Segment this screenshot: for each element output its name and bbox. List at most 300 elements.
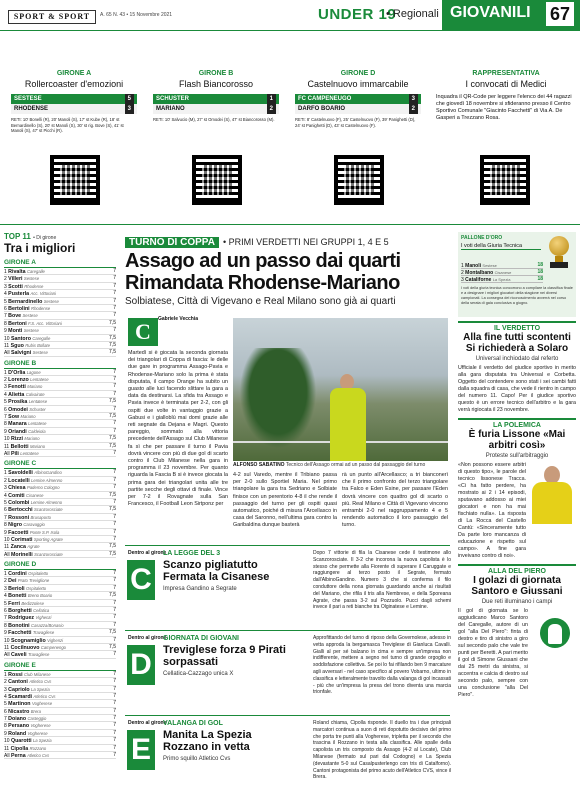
story-text: Roland chiama, Cipolla risponde. Il duello tra i due principali marcatori continua a suon di reti dopotutto decisivo del primo che porta tre punti alla Vogherese, tripletta per il secondo che trascina il Rozzano in testa alla classifica. Alle spalle della capolista un tris composto da Assago (4-2 al Locate), Club Milanese (fermato sul pari dal Codogno) e La Spezia (devastante 5-0 sul Casalpusterlengo con tris di Catalforno). Cantoni protagonista del primo acuto dell'Atletico CVS, vince il Brera. xyxy=(313,720,451,781)
column-title: I convocati di Medici xyxy=(465,79,547,89)
player-number: 2 xyxy=(4,276,7,283)
player-number: All xyxy=(4,652,10,659)
player-rating: 7 xyxy=(113,513,116,520)
player-team: Paderno Cologno xyxy=(26,485,60,491)
player-number: 3 xyxy=(4,485,7,492)
player-row xyxy=(4,600,116,607)
player-team: Scanzorosciate xyxy=(34,507,63,513)
player-team: Atletico Cvs xyxy=(27,753,50,759)
player-name: Cipolla xyxy=(10,745,29,752)
story-letter: E xyxy=(127,730,155,770)
player-team: Lentatese xyxy=(28,421,47,427)
player-row xyxy=(4,383,116,390)
player-team: Rhodense xyxy=(31,305,51,311)
player-row xyxy=(4,443,116,450)
del-piero-box xyxy=(458,564,576,699)
player-row xyxy=(4,693,116,700)
player-name: Cocilnuovo xyxy=(10,644,40,651)
player-rating: 7 xyxy=(113,449,116,456)
player-number: 8 xyxy=(4,421,7,428)
group-header: GIRONE C xyxy=(4,460,116,469)
player-number: 9 xyxy=(4,529,7,536)
player-name: Nigro xyxy=(8,522,23,529)
player-team: Travagliese xyxy=(27,652,50,658)
player-team: Casteggio xyxy=(27,716,47,722)
polemica-body: «Non possono essere arbitri di questo tipo», le parole del tecnico lissonese Tracca. «Ci ha fatto perdere, ha mostrato ai 2 i 14 episodi, sputavano addosso ai miei giocatori e non ha mai fischiato nulla». La risposta di La Rocca del Castello Cantù: «Sinceramente tutto Da parte loro mancanza di educazione e rispetto sul campo». A fine gara inveivano contro di noi». xyxy=(458,462,526,559)
player-row xyxy=(4,585,116,592)
pallone-row xyxy=(461,269,543,276)
player-rating: 7 xyxy=(113,275,116,282)
player-rating: 7 xyxy=(113,290,116,297)
caption-name: ALFONSO SABATINO xyxy=(233,462,285,468)
verdetto-title: Alla fine tutti scontenti Si richiederà a Solaro xyxy=(463,332,571,354)
player-number: 5 xyxy=(4,298,7,305)
player-rating: 7 xyxy=(113,670,116,677)
verdetto-sub: Universal inchiodato dal referto xyxy=(475,356,559,362)
player-name: Bonetti xyxy=(8,593,27,600)
player-row xyxy=(4,644,116,651)
player-icon xyxy=(534,614,576,666)
player-team: Bedizzolese xyxy=(21,600,44,606)
kicker-text: • PRIMI VERDETTI NEI GRUPPI 1, 4 E 5 xyxy=(222,237,389,247)
player-team: Rozzano xyxy=(29,745,47,751)
player-number: 7 xyxy=(4,313,7,320)
column-category: GIRONE A xyxy=(56,70,92,77)
player-team: Caregalle xyxy=(32,335,51,341)
player-name: Nicastro xyxy=(8,708,30,715)
player-name: Santoro xyxy=(10,335,31,342)
player-number: 7 xyxy=(4,414,7,421)
player-rating: 7,5 xyxy=(109,629,116,636)
photo-coach xyxy=(328,374,368,461)
player-rating: 7 xyxy=(113,570,116,577)
player-name: Manara xyxy=(8,421,27,428)
player-rating: 7 xyxy=(113,692,116,699)
player-row xyxy=(4,678,116,685)
player-team: Travagliese xyxy=(32,630,55,636)
player-name: Cataliforne xyxy=(465,277,492,283)
page-header xyxy=(0,0,580,32)
player-rating: 7 xyxy=(113,484,116,491)
player-number: 6 xyxy=(4,608,7,615)
player-number: 2 xyxy=(4,477,7,484)
player-number: 2 xyxy=(4,679,7,686)
region-label: • Regionali xyxy=(386,8,439,20)
story-label: Dentro al girone xyxy=(128,635,167,641)
page-number: 67 xyxy=(546,2,574,26)
player-name: Scotti xyxy=(8,283,23,290)
player-rating: 7,5 xyxy=(109,341,116,348)
player-number: 1 xyxy=(4,571,7,578)
player-number: 11 xyxy=(4,644,10,651)
player-number: 11 xyxy=(4,342,10,349)
player-number: 11 xyxy=(4,544,10,551)
player-name: Colombi xyxy=(8,499,30,506)
player-team: Cisanese xyxy=(26,492,44,498)
story-kicker: GIORNATA DI GIOVANI xyxy=(163,635,239,642)
rank: 1 xyxy=(461,263,464,269)
player-team: Mariano xyxy=(29,443,46,449)
player-rating: 7 xyxy=(113,521,116,528)
story-text: Approfittando del turno di riposo della Governolese, adesso in vetta approda la bergamasca Treviglese di Gianluca Cavalli. Gialli al per sé balzano in cima e sempre un'impresa non indifferente, mettere a segno nel turno di grande orgoglio e soddisfazione collettiva. Se poi lo fai rifilando ben 9 marcature agli avversari - nel caso specifico al povero Vobarno, ultimo in classifica e letteralmente travolto dalla valanga di gol incassati - più che un'impresa la presa del trono diventa una marcia trionfale. xyxy=(313,635,451,696)
polemica-sub: Proteste sull'arbitraggio xyxy=(485,453,549,459)
pallone-box xyxy=(458,232,576,317)
team-home: SCHUSTER xyxy=(156,96,190,102)
player-team: Campenengo xyxy=(40,644,66,650)
player-team: Sestese xyxy=(43,298,59,304)
del-piero-sub: Due reti illuminano i campi xyxy=(481,599,553,605)
polemica-kicker: LA POLEMICA xyxy=(493,422,541,429)
player-rating: 7 xyxy=(113,752,116,759)
player-number: 9 xyxy=(4,730,7,737)
player-row xyxy=(4,607,116,614)
goal-scorers: RETI: 10' Salvucio (M), 27' st Omodei (S), 47' st Biancorosso (M). xyxy=(153,117,275,122)
player-team: Lentatese xyxy=(28,399,48,405)
score-home: 1 xyxy=(267,94,276,104)
player-number: 4 xyxy=(4,291,7,298)
player-rating: 7 xyxy=(113,297,116,304)
player-rating: 7 xyxy=(113,268,116,274)
qr-code-icon[interactable] xyxy=(192,155,242,205)
player-rating: 7 xyxy=(113,376,116,383)
player-team: Breno Boario xyxy=(27,593,53,599)
header-divider xyxy=(0,30,580,31)
player-rating: 7 xyxy=(113,327,116,334)
player-team: Sestese xyxy=(23,276,40,282)
player-team: Casazza/Bonasio xyxy=(31,622,64,628)
player-team: La Spezia xyxy=(492,277,511,282)
player-rating: 7 xyxy=(113,599,116,606)
column-category: GIRONE D xyxy=(340,70,376,77)
scoreboard xyxy=(295,94,421,114)
player-number: 10 xyxy=(4,637,10,644)
player-team: Brera xyxy=(30,708,42,714)
del-piero-kicker: ALLA DEL PIERO xyxy=(488,568,546,575)
player-name: Facchetti xyxy=(8,630,32,637)
player-number: 2 xyxy=(4,578,7,585)
player-rating: 7 xyxy=(113,469,116,476)
player-row xyxy=(4,637,116,644)
player-number: 6 xyxy=(4,406,7,413)
column-title: Flash Biancorosso xyxy=(178,79,254,89)
story-girone-c xyxy=(125,545,450,627)
player-team: Mariano xyxy=(20,414,36,420)
player-number: 5 xyxy=(4,600,7,607)
player-name: Bellotti xyxy=(10,443,29,450)
player-team: Caregalle xyxy=(26,269,45,274)
player-row xyxy=(4,450,116,457)
player-name: Zanca xyxy=(10,544,26,551)
player-name: Rizzi xyxy=(10,436,24,443)
kicker-tag: TURNO DI COPPA xyxy=(125,237,219,248)
score-home: 5 xyxy=(125,94,134,104)
player-number: 6 xyxy=(4,507,7,514)
player-number: 9 xyxy=(4,428,7,435)
player-name: Pili xyxy=(10,450,19,457)
player-name: Prosika xyxy=(8,399,28,406)
verdetto-kicker: IL VERDETTO xyxy=(493,325,541,332)
referee-photo xyxy=(530,466,574,524)
player-rating: 7 xyxy=(113,420,116,427)
player-number: 7 xyxy=(4,716,7,723)
player-rating: 7,5 xyxy=(109,543,116,550)
player-rating: 7 xyxy=(113,722,116,729)
article-byline: Gabriele Vecchia xyxy=(158,316,199,322)
player-row xyxy=(4,737,116,744)
player-rating: 7,5 xyxy=(109,413,116,420)
player-rating: 7 xyxy=(113,498,116,505)
player-row xyxy=(4,335,116,342)
top-divider xyxy=(0,224,580,225)
player-rating: 7,5 xyxy=(109,491,116,498)
story-girone-e xyxy=(125,715,450,797)
player-team: Vighenzi xyxy=(35,615,52,621)
player-row xyxy=(4,622,116,629)
photo-caption xyxy=(233,462,425,468)
player-number: 6 xyxy=(4,305,7,312)
player-row xyxy=(4,349,116,356)
story-text: Dopo 7 vittorie di fila la Cisanese cede il testimone allo Scanzorosciate. Il 3-2 che incorona la nuova capolista è lo stesso che permette alla Fiorente di superare il Caruggate e raggiungere al terzo posto il Segrate, fermato dall'AlbinoGandino. Numero 3 che si conferma il filo conduttore della nona giornata guardando anche ai risultati del Mariano, che rifila il tris alla Nembrese, e della Sporeana Agrate, che passa 3-2 sul Pozzuolo. Pucci dagli schemi invece il pari a reti bianche tra Olginatese e Lemine. xyxy=(313,550,451,611)
player-name: Rossoni xyxy=(8,514,30,521)
player-team: Sporting Agrate xyxy=(33,536,63,542)
player-name: Roland xyxy=(8,730,27,737)
player-number: All xyxy=(4,551,10,558)
player-row xyxy=(4,369,116,376)
score-home: 3 xyxy=(409,94,418,104)
player-name: Ferri xyxy=(8,600,20,607)
player-number: 1 xyxy=(4,269,7,275)
player-name: Lorenzo xyxy=(8,377,29,384)
player-team: Vogherese xyxy=(30,723,51,729)
player-row xyxy=(4,406,116,413)
player-team: Sestese xyxy=(23,328,39,334)
player-name: Morinelli xyxy=(10,551,33,558)
issue-info: A. 65 N. 43 • 15 Novembre 2021 xyxy=(100,12,173,18)
score-away: 2 xyxy=(409,104,418,114)
column-title: Rollercoaster d'emozioni xyxy=(24,79,124,89)
article-body-col2: 4-2 sul Varedo, mentre il Tribiano passa per 2-0 sullo Sportiel Maria. Nel primo triangolare la gara tra Sedriano e Solbiate finisce con un perentorio 4-8 il che rende il passaggio del turno per gli ospiti quasi automatico, poiché di misura l'Arcellasco in casa del Saronno, nell'ultima gara contro la Garibaldina dunque basterà xyxy=(233,472,337,529)
player-number: 1 xyxy=(4,470,7,477)
player-rating: 7 xyxy=(113,390,116,397)
story-letter: C xyxy=(127,560,155,600)
player-name: Scognamiglio xyxy=(10,637,46,644)
player-row xyxy=(4,708,116,715)
player-rating: 7,5 xyxy=(109,334,116,341)
pallone-title: I voti della Giuria Tecnica xyxy=(461,243,541,250)
story-girone-d xyxy=(125,630,450,712)
player-number: 9 xyxy=(4,328,7,335)
column-title: Castelnuovo immarcabile xyxy=(307,79,409,89)
category-label: UNDER 19 xyxy=(318,6,397,23)
top11-subtitle: Tra i migliori xyxy=(4,241,76,255)
player-rating: 7 xyxy=(113,282,116,289)
player-number: 10 xyxy=(4,436,10,443)
player-row xyxy=(4,499,116,506)
player-name: Cordini xyxy=(8,571,27,578)
player-row xyxy=(4,521,116,528)
player-name: Bernardinello xyxy=(8,298,43,305)
player-row xyxy=(4,275,116,282)
player-name: Pusterla xyxy=(8,291,30,298)
scoreboard xyxy=(11,94,137,114)
player-number: 5 xyxy=(4,499,7,506)
player-team: Schuster xyxy=(29,406,46,412)
player-number: 6 xyxy=(4,708,7,715)
player-name: Berioli xyxy=(8,585,25,592)
player-rating: 7,5 xyxy=(109,550,116,557)
player-team: Ponte S.P. Isola xyxy=(29,529,60,535)
verdetto-box xyxy=(458,321,576,414)
player-number: 3 xyxy=(4,686,7,693)
top11-column xyxy=(4,232,116,800)
player-rating: 7,5 xyxy=(109,442,116,449)
player-team: Vighenzi xyxy=(47,637,64,643)
player-rating: 7 xyxy=(113,427,116,434)
player-team: Scanzorosciate xyxy=(34,551,63,557)
player-number: All xyxy=(4,450,10,457)
player-row xyxy=(4,283,116,290)
player-row xyxy=(4,651,116,658)
player-rating: 7 xyxy=(113,614,116,621)
story-label: Dentro al girone xyxy=(128,720,167,726)
player-rating: 7 xyxy=(113,737,116,744)
player-row xyxy=(4,592,116,599)
vote-count: 18 xyxy=(537,269,543,275)
player-number: 8 xyxy=(4,723,7,730)
player-row xyxy=(4,570,116,577)
player-rating: 7,5 xyxy=(109,349,116,356)
player-row xyxy=(4,290,116,297)
player-number: 2 xyxy=(4,377,7,384)
player-team: Prato Treviglione xyxy=(17,578,50,584)
player-team: La Spezia xyxy=(31,686,50,692)
section-title: GIOVANILI xyxy=(450,4,531,21)
player-row xyxy=(4,752,116,759)
pallone-row xyxy=(461,276,543,283)
player-name: Fenotti xyxy=(8,384,26,391)
section-bar xyxy=(442,0,580,30)
player-team: Mariano xyxy=(27,384,43,390)
player-team: F.S. Acc. Vittoriani xyxy=(28,320,62,326)
player-name: Capriolo xyxy=(8,686,30,693)
player-rating: 7,5 xyxy=(109,643,116,650)
player-row xyxy=(4,398,116,405)
player-row xyxy=(4,722,116,729)
pallone-tag: PALLONE D'ORO xyxy=(461,235,503,241)
player-number: 1 xyxy=(4,671,7,678)
player-team: Brusaporto xyxy=(30,514,51,520)
player-team: La Spezia xyxy=(32,738,52,744)
player-rating: 7 xyxy=(113,304,116,311)
rank: 3 xyxy=(461,277,464,283)
player-name: Bertoni xyxy=(8,320,27,327)
player-name: Cantoni xyxy=(8,679,28,686)
player-name: Rodriguez xyxy=(8,615,35,622)
player-team: Caldeiola xyxy=(28,428,46,434)
drop-cap: C xyxy=(128,318,158,346)
player-number: 8 xyxy=(4,320,7,327)
scoreboard xyxy=(153,94,279,114)
player-name: Sguo xyxy=(10,342,24,349)
player-team: Lentatese xyxy=(30,377,49,383)
player-name: Doiano xyxy=(8,716,27,723)
goal-scorers: RETI: 8' Castelnuovo (F), 25' Castelnuovo (F), 39' Panighetti (D), 24' st Panighetti (D), 43' st Castelnuovo (F). xyxy=(295,117,416,128)
verdetto-body: Ufficiale il verdetto del giudice sportivo in merito alla gara disputata tra Universal e Corbetta. Oggetto del contendere sono stati i sei cambi fatti dalla squadra di casa, che vede il rientro in campo del numero 11. Capo! Per il giudice sportivo questo è un errore tecnico dell'arbitro e la gara verrà rigiocata il 23 novembre. xyxy=(458,365,576,413)
player-name: Villeri xyxy=(8,276,23,283)
player-row xyxy=(4,730,116,737)
player-rating: 7 xyxy=(113,685,116,692)
group-header: GIRONE E xyxy=(4,662,116,671)
player-rating: 7 xyxy=(113,700,116,707)
player-rating: 7 xyxy=(113,476,116,483)
player-rating: 7 xyxy=(113,535,116,542)
vote-count: 18 xyxy=(537,262,543,268)
player-number: 5 xyxy=(4,701,7,708)
story-title: Manita La Spezia Rozzano in vetta xyxy=(163,729,252,753)
player-team: Atletico Cvs xyxy=(29,679,52,685)
player-team: Acc. Vittoriani xyxy=(30,291,56,297)
player-rating: 7 xyxy=(113,729,116,736)
player-team: Rubis Bollate xyxy=(25,342,50,348)
player-row xyxy=(4,543,116,550)
vote-count: 18 xyxy=(537,276,543,282)
player-name: Omodei xyxy=(8,406,28,413)
player-number: 5 xyxy=(4,399,7,406)
player-team: Ospitaletto xyxy=(28,571,49,577)
newspaper-logo: SPORT & SPORT xyxy=(8,10,96,24)
player-rating: 7 xyxy=(113,528,116,535)
player-name: Corimati xyxy=(10,536,33,543)
article-body-col1: Martedì si è giocata la seconda giornata dei triangolari di Coppa di fascia: le delle due gare in programma Assago-Pavia e Rhodense-Mariano solo la prima è stata disputata, il campo Orange ha subito un guasto alle luci facendo slittare la gara a data da destinarsi. La sfida tra Assago e Pavia invece è terminata per 2-2, con gli ospiti due volte in vantaggio grazie a Gabusi e i gialloblù mai domi grazie alle reti segnate da Dejana e Magri. Questo pareggio, sommato alla vittoria precedente dell'Assago sul Club Milanese fa sì che per passare il turno il Pavia dovrà vincere con più di due gol di scarto contro il Club Milanese nella gara in programma il 23 novembre. Per quanto riguarda la Fascia B si è invece giocata la prima gara dei triangolari unita alle tre partite secche degli ottavi di finale. Vince per 7-2 il Rovagnate sulla San Francesco, il Football Leon Sirtponz per xyxy=(128,350,228,508)
team-away: RHODENSE xyxy=(14,106,49,112)
player-row xyxy=(4,376,116,383)
player-name: Salvigni xyxy=(10,350,32,357)
team-away: DARFO BOARIO xyxy=(298,106,345,112)
player-name: Borghetti xyxy=(8,608,32,615)
player-row xyxy=(4,484,116,491)
player-number: 8 xyxy=(4,622,7,629)
group-header: GIRONE B xyxy=(4,360,116,369)
group-header: GIRONE D xyxy=(4,561,116,570)
qr-code-icon[interactable] xyxy=(50,155,100,205)
player-rating: 7,5 xyxy=(109,592,116,599)
player-name: Perna xyxy=(10,753,26,760)
player-row xyxy=(4,435,116,442)
qr-code-icon[interactable] xyxy=(480,155,530,205)
player-team: Sestese xyxy=(22,313,38,319)
player-row xyxy=(4,551,116,558)
player-team: Atletico Cvs xyxy=(33,693,56,699)
player-number: 3 xyxy=(4,384,7,391)
column-category: RAPPRESENTATIVA xyxy=(472,70,540,77)
player-number: 1 xyxy=(4,369,7,376)
player-rating: 7 xyxy=(113,678,116,685)
player-team: Club Milanese xyxy=(24,671,51,677)
qr-code-icon[interactable] xyxy=(334,155,384,205)
player-name: Scamardi xyxy=(8,693,33,700)
player-row xyxy=(4,577,116,584)
player-name: Quarotti xyxy=(10,738,32,745)
player-name: Sow xyxy=(8,414,20,421)
player-number: 7 xyxy=(4,514,7,521)
player-row xyxy=(4,529,116,536)
story-sub: Cellatica-Cazzago unica X xyxy=(163,671,234,677)
player-rating: 7 xyxy=(113,368,116,375)
player-team: Rhodense xyxy=(24,283,44,289)
player-team: Agrate xyxy=(27,544,40,550)
player-row xyxy=(4,342,116,349)
player-name: Bonotini xyxy=(8,622,30,629)
